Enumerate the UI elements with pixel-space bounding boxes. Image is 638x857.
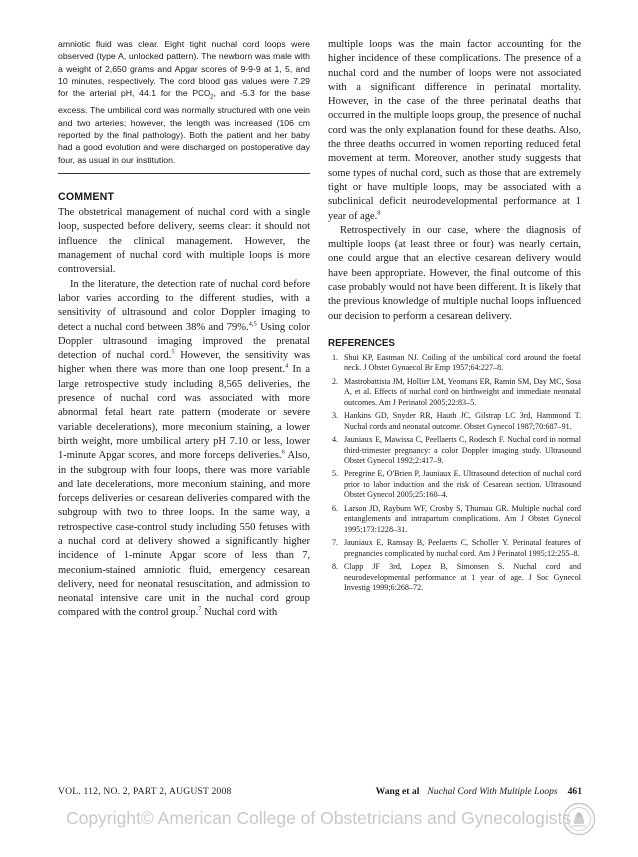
citation-superscript: 4,5	[248, 320, 257, 328]
reference-text: Jauniaux E, Ramsay B, Peelaerts C, Scholler Y. Perinatal features of pregnancies complicated by nuchal cord. Am J Perinatol 1995;12:255–8.	[344, 538, 581, 558]
reference-text: Peregrine E, O'Brien P, Jauniaux E. Ultrasound detection of nuchal cord prior to labor induction and the risk of Cesarean section. Ultrasound Obstet Gynecol 2005;25:160–4.	[344, 469, 581, 500]
comment-paragraph-2: In the literature, the detection rate of nuchal cord before labor varies according to the different studies, with a sensitivity of ultrasound and color Doppler imaging to detect a nuchal cord between 38% and 79%.$^{4,5}$ Using color Doppler ultrasound imaging improved the prenatal detection of nuchal cord.$^5$ However, the sensitivity was higher when there was more than one loop present.$^4$ In a large retrospective study including 8,565 deliveries, the presence of nuchal cord was associated with more abnormal fetal heart rate pattern (moderate or severe variable decelerations), more meconium staining, a lower birth weight, more umbilical artery pH 7.10 or less, lower 1-minute Apgar scores, and more forceps deliveries.$^6$ Also, in the subgroup with four loops, there was more variable and late decelerations, more meconium staining, and more forceps deliveries or cesarean deliveries compared with the subgroup with two to three loops. In the same way, a retrospective case-control study including 550 fetuses with a nuchal cord at delivery showed a significantly higher incidence of 1-minute Apgar score of less than 7, meconium-stained amniotic fluid, emergency cesarean delivery, need for neonatal resuscitation, and admission to neonatal intensive care unit in the nuchal cord group compared with the control group.$^7$ Nuchal cord with	[58, 278, 311, 619]
case-report-paragraph	[58, 38, 310, 166]
reference-item	[328, 377, 581, 408]
comment-paragraph-1: The obstetrical management of nuchal cord with a single loop, suspected before delivery, seems clear: it should not influence the clinical management. However, the management of nuchal cord with multiple loops is more controversial.	[58, 207, 310, 276]
comment-heading: COMMENT	[58, 191, 115, 204]
reference-number: 3.	[332, 411, 339, 421]
footer-author: Wang et al	[375, 786, 420, 797]
reference-number: 4.	[332, 435, 339, 445]
reference-text: Clapp JF 3rd, Lopez B, Simonsen S. Nuchal cord and neurodevelopmental performance at 1 year of age. J Soc Gynecol Investig 1999;6:268–72.	[344, 562, 581, 592]
reference-item	[328, 538, 581, 559]
reference-text: Mastrobattista JM, Hollier LM, Yeomans ER, Ramin SM, Day MC, Sosa A, et al. Effects of nuchal cord on birthweight and immediate neonatal outcomes. Am J Perinatol 2005;22:83–5.	[344, 376, 581, 407]
case-text-run: amniotic fluid was clear. Eight tight nuchal cord loops were observed (type A, unlocked pattern). The newborn was male with a weight of 2,650 grams and Apgar scores of 9-9-9 at 1, 5, and 10 minutes, respectively. The cord blood gas values were 7.29 for the arterial pH, 44.1 for the P	[58, 39, 310, 99]
college-seal-icon	[562, 802, 596, 836]
footer-running-title: Nuchal Cord With Multiple Loops	[427, 786, 558, 797]
reference-number: 5.	[332, 469, 339, 479]
section-divider	[58, 173, 310, 174]
page-footer	[58, 786, 582, 800]
reference-item	[328, 435, 581, 466]
reference-item	[328, 353, 581, 374]
references-list	[328, 353, 581, 594]
reference-number: 7.	[332, 538, 339, 548]
reference-text: Jauniaux E, Mawissa C, Peellaerts C, Rodesch F. Nuchal cord in normal third-trimester pregnancy: a color Doppler imaging study. Ultrasound Obstet Gynecol 1992;2:417–9.	[344, 435, 581, 466]
reference-number: 2.	[332, 376, 339, 386]
reference-item	[328, 411, 581, 432]
citation-superscript: 7	[198, 605, 202, 613]
citation-superscript: 6	[281, 448, 285, 456]
reference-number: 6.	[332, 503, 339, 513]
reference-number: 8.	[332, 562, 339, 572]
reference-item	[328, 562, 581, 593]
pco2-label: CO	[198, 89, 211, 99]
citation-superscript: 4	[285, 362, 289, 370]
comment-paragraph-3: Retrospectively in our case, where the diagnosis of multiple loops (at least three or four) was nearly certain, one could argue that an elective cesarean delivery would have been appropriate. However, the final outcome of this case probably would not have been different. It is likely that the previous knowledge of multiple nuchal loops influenced our decision to perform a cesarean delivery.	[328, 224, 581, 322]
running-footer	[376, 786, 582, 797]
reference-text: Hankins GD, Snyder RR, Hauth JC, Gilstrap LC 3rd, Hammond T. Nuchal cords and neonatal outcome. Obstet Gynecol 1987;70:687–91.	[344, 411, 581, 431]
right-column	[328, 38, 581, 596]
volume-info: VOL. 112, NO. 2, PART 2, AUGUST 2008	[58, 786, 232, 797]
references-heading: REFERENCES	[328, 337, 395, 349]
case-text-run: , and -5.3 for the base excess. The umbilical cord was normally structured with one vein and two arteries; however, the length was increased (106 cm reported by the final pathology). Both the patient and her baby had a good evolution and were discharged on postoperative day four, as usual in our institution.	[58, 88, 310, 165]
left-column	[58, 38, 310, 621]
comment-paragraph-2-continued: multiple loops was the main factor accounting for the higher incidence of these complications. The presence of a nuchal cord and the number of loops were not associated with a significant difference in perinatal mortality. However, in the case of the three perinatal deaths that occurred in the multiple loops group, the presence of nuchal cord was the only explanation found for these deaths. Also, the three deaths occurred in women reporting reduced fetal movement at term. Moreover, another study suggests that some types of nuchal cord, such as those that are extremely tight or have multiple loops, may be associated with a subclinical deficit neurodevelopmental performance at 1 year of age.$^8$	[328, 39, 582, 222]
pco2-subscript: 2	[210, 95, 214, 102]
reference-text: Larson JD, Rayburn WF, Crosby S, Thurnau GR. Multiple nuchal cord entanglements and intrapartum complications. Am J Obstet Gynecol 1995;173:1228–31.	[344, 503, 581, 534]
citation-superscript: 5	[171, 348, 175, 356]
citation-superscript: 8	[377, 209, 381, 217]
reference-item	[328, 504, 581, 535]
reference-item	[328, 469, 581, 500]
reference-number: 1.	[332, 352, 339, 362]
page-number: 461	[567, 786, 582, 797]
reference-text: Shui KP, Eastman NJ. Coiling of the umbilical cord around the foetal neck. J Obstet Gynaecol Br Emp 1957;64:227–8.	[344, 352, 581, 373]
copyright-watermark: Copyright© American College of Obstetricians and Gynecologists	[66, 808, 572, 828]
